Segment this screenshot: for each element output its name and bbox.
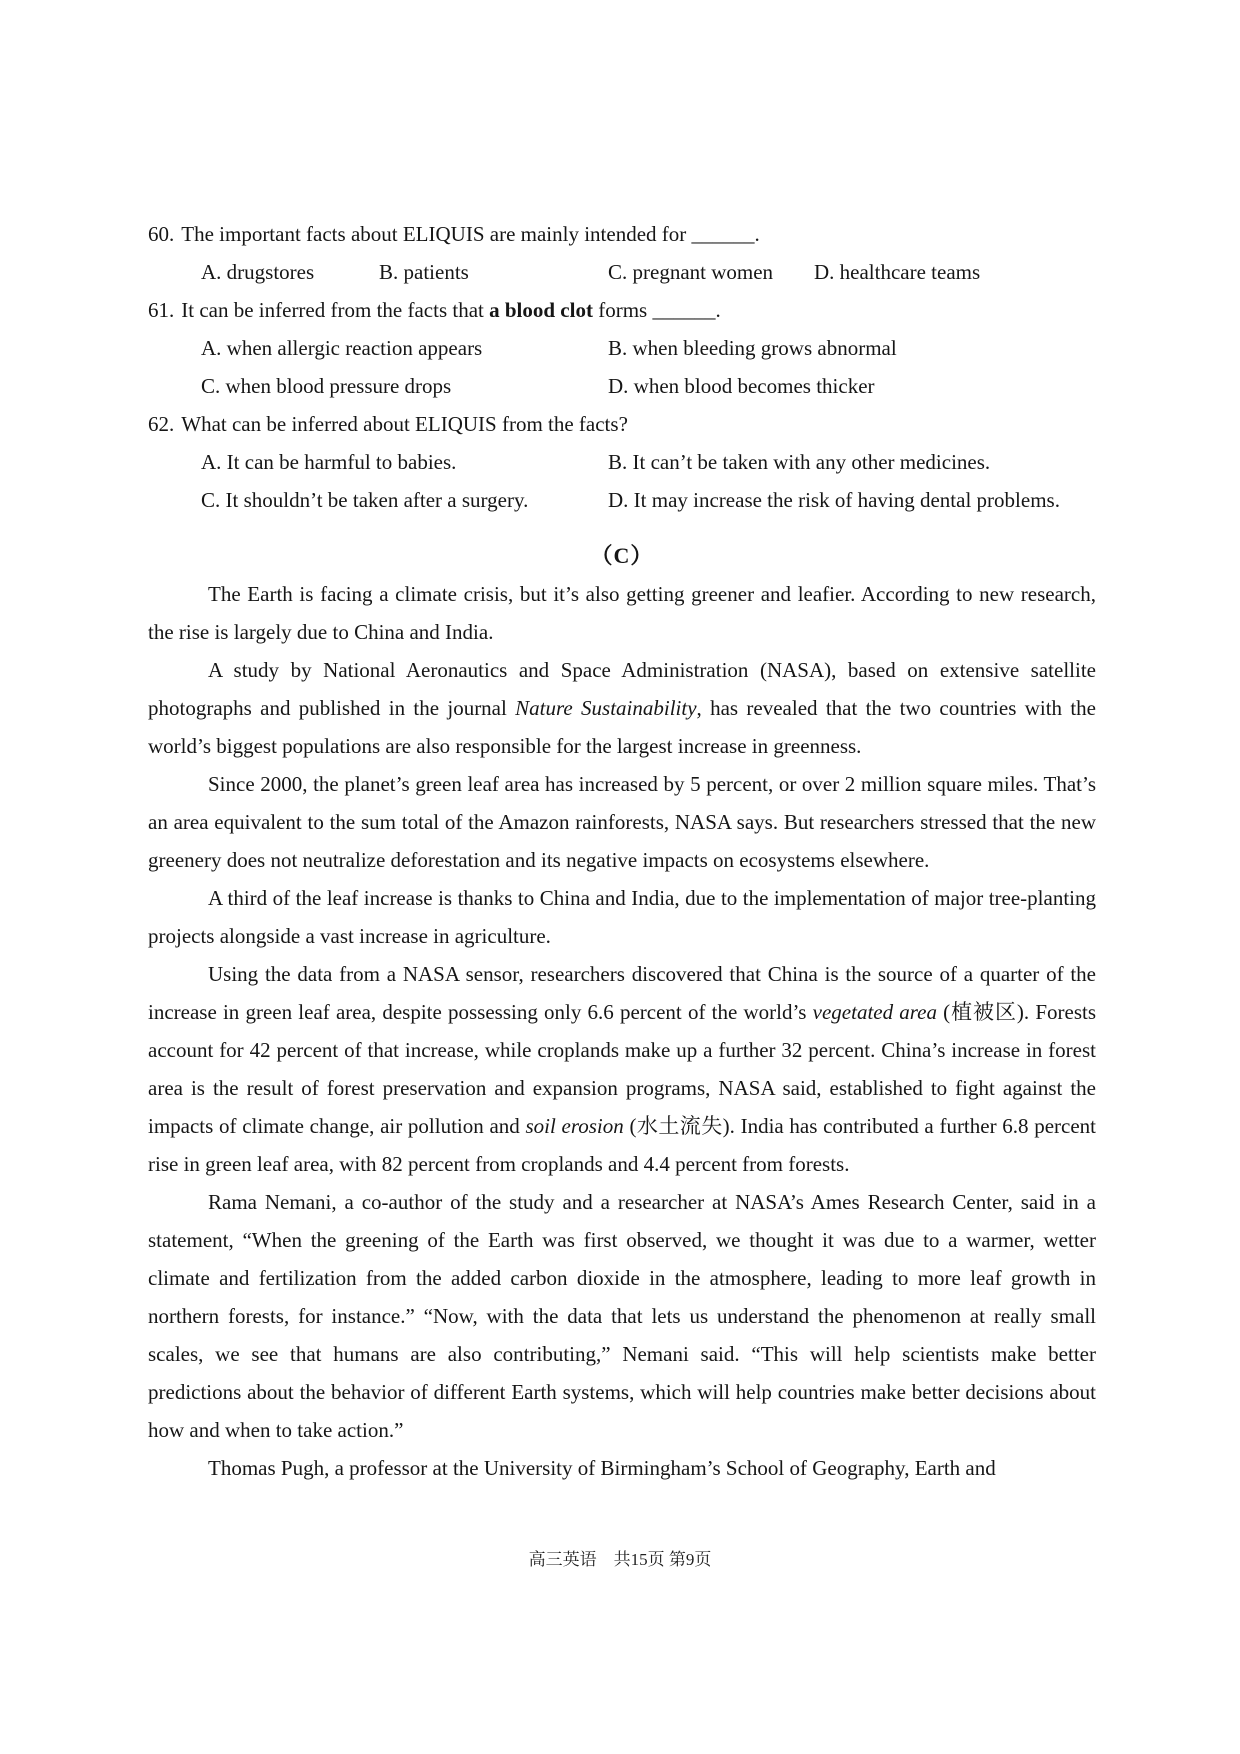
option-62-b: B. It can’t be taken with any other medicines. (608, 450, 991, 474)
question-61-number: 61. (148, 298, 175, 322)
question-61-text: It can be inferred from the facts that a blood clot forms ______. (181, 298, 721, 322)
option-60-d: D. healthcare teams (814, 260, 981, 284)
passage-paragraph-1: The Earth is facing a climate crisis, but it’s also getting greener and leafier. According to new research, the rise is largely due to China and India. (148, 582, 1096, 644)
question-60-stem (148, 215, 1096, 253)
option-61-c: C. when blood pressure drops (201, 374, 452, 398)
question-60-text: The important facts about ELIQUIS are mainly intended for ______. (181, 222, 760, 246)
passage-paragraph-2: A study by National Aeronautics and Space Administration (NASA), based on extensive satellite photographs and published in the journal Nature Sustainability, has revealed that the two countries with the world’s biggest populations are also responsible for the largest increase in greenness. (148, 658, 1096, 758)
option-60-b: B. patients (379, 260, 469, 284)
option-60-c: C. pregnant women (608, 260, 774, 284)
passage-paragraph-7: Thomas Pugh, a professor at the University of Birmingham’s School of Geography, Earth and (208, 1456, 996, 1480)
question-60-number: 60. (148, 222, 175, 246)
question-60-options (148, 253, 1096, 291)
page-footer: 高三英语 共15页 第9页 (528, 1550, 712, 1569)
option-62-a: A. It can be harmful to babies. (201, 450, 457, 474)
question-61-options-row-2 (148, 367, 1096, 405)
option-62-c: C. It shouldn’t be taken after a surgery. (201, 488, 529, 512)
option-60-a: A. drugstores (201, 260, 315, 284)
passage-section-label: （C） (590, 543, 654, 568)
questions-block (148, 215, 1096, 519)
question-61-stem (148, 291, 1096, 329)
page-content (148, 215, 1096, 1487)
passage-paragraph-6: Rama Nemani, a co-author of the study and a researcher at NASA’s Ames Research Center, said in a statement, “When the greening of the Earth was first observed, we thought it was due to a warmer, wetter climate and fertilization from the added carbon dioxide in the atmosphere, leading to more leaf growth in northern forests, for instance.” “Now, with the data that lets us understand the phenomenon at really small scales, we see that humans are also contributing,” Nemani said. “This will help scientists make better predictions about the behavior of different Earth systems, which will help countries make better decisions about how and when to take action.” (148, 1190, 1096, 1442)
question-62-options-row-2 (148, 481, 1096, 519)
question-62-text: What can be inferred about ELIQUIS from the facts? (181, 412, 628, 436)
question-61-options-row-1 (148, 329, 1096, 367)
option-61-d: D. when blood becomes thicker (608, 374, 875, 398)
option-62-d: D. It may increase the risk of having dental problems. (608, 488, 1060, 512)
option-61-a: A. when allergic reaction appears (201, 336, 483, 360)
question-62-options-row-1 (148, 443, 1096, 481)
question-62-stem (148, 405, 1096, 443)
passage-paragraph-5: Using the data from a NASA sensor, researchers discovered that China is the source of a quarter of the increase in green leaf area, despite possessing only 6.6 percent of the world’s vegetated area (植被区). Forests account for 42 percent of that increase, while croplands make up a further 32 percent. China’s increase in forest area is the result of forest preservation and expansion programs, NASA said, established to fight against the impacts of climate change, air pollution and soil erosion (水土流失). India has contributed a further 6.8 percent rise in green leaf area, with 82 percent from croplands and 4.4 percent from forests. (148, 962, 1097, 1176)
passage-paragraph-3: Since 2000, the planet’s green leaf area has increased by 5 percent, or over 2 million square miles. That’s an area equivalent to the sum total of the Amazon rainforests, NASA says. But researchers stressed that the new greenery does not neutralize deforestation and its negative impacts on ecosystems elsewhere. (148, 772, 1096, 872)
option-61-b: B. when bleeding grows abnormal (608, 336, 897, 360)
question-62-number: 62. (148, 412, 175, 436)
passage-paragraph-4: A third of the leaf increase is thanks to China and India, due to the implementation of major tree-planting projects alongside a vast increase in agriculture. (148, 886, 1096, 948)
